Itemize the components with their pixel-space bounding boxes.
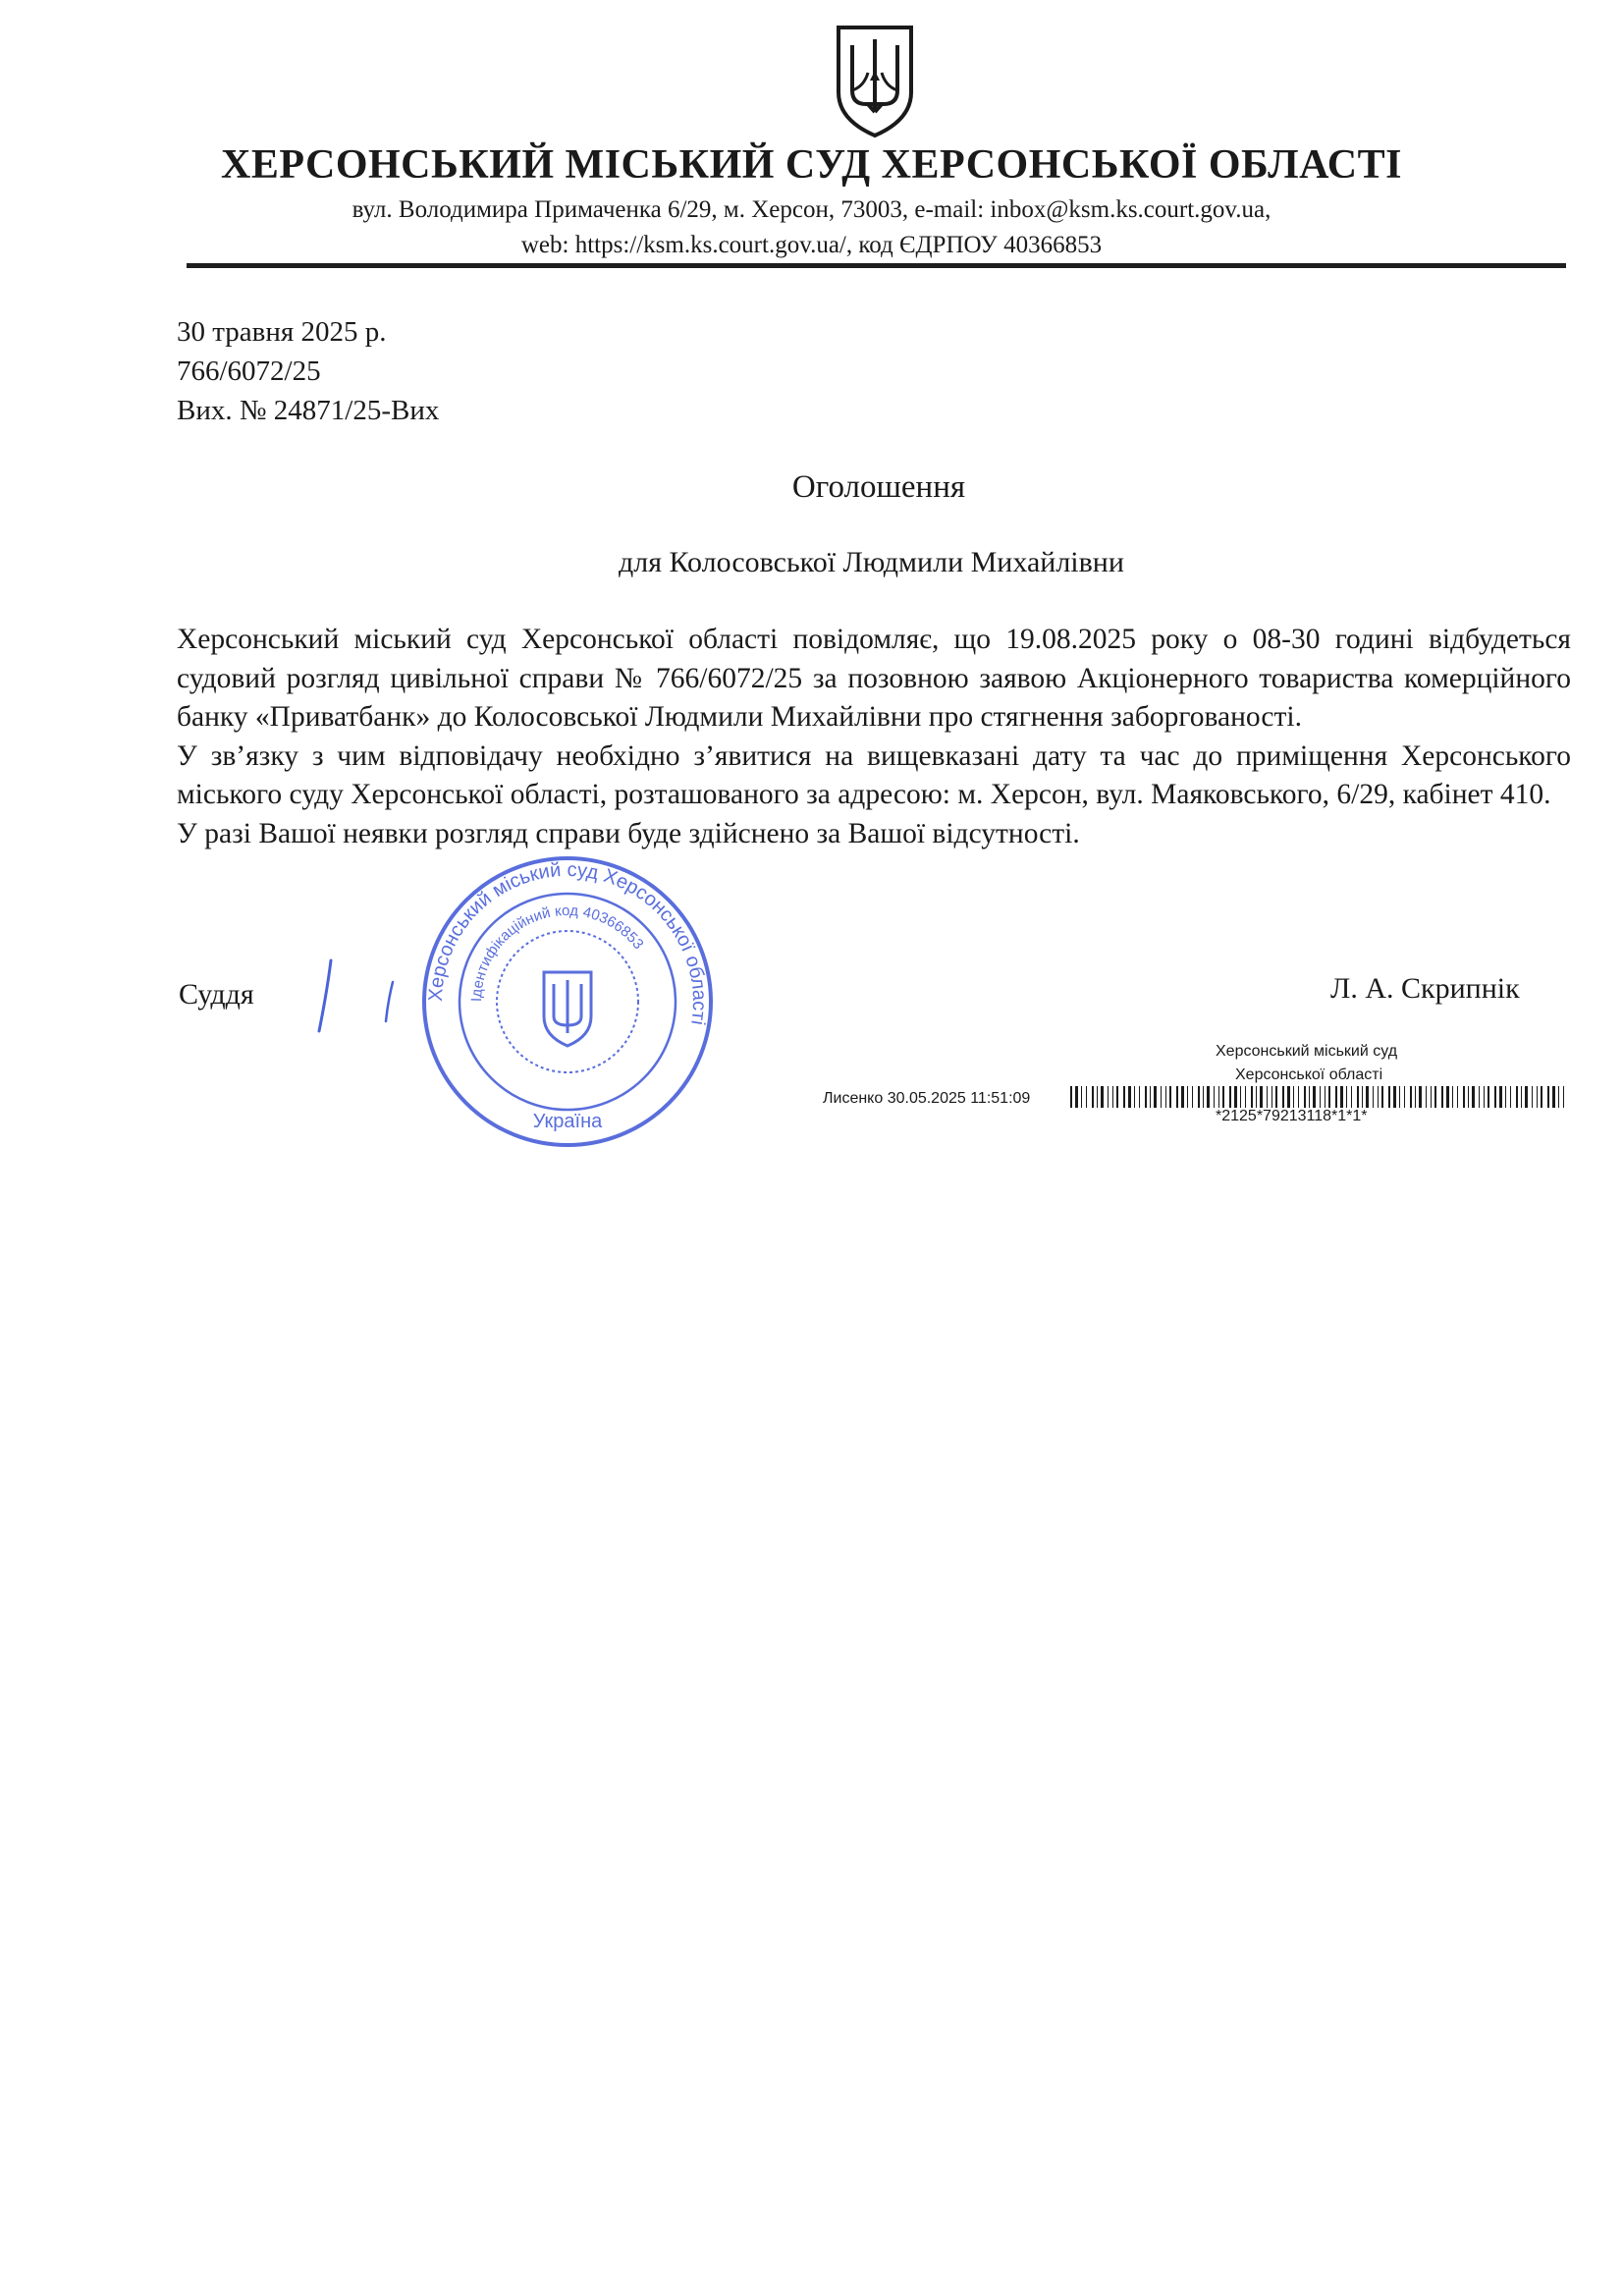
- barcode-bar: [1240, 1086, 1241, 1108]
- barcode-bar: [1525, 1086, 1528, 1108]
- barcode-bar: [1552, 1086, 1555, 1108]
- barcode-bar: [1267, 1086, 1268, 1108]
- barcode-bar: [1214, 1086, 1215, 1108]
- barcode-bar: [1488, 1086, 1489, 1108]
- barcode-bar: [1499, 1086, 1502, 1108]
- barcode-bar: [1381, 1086, 1383, 1108]
- barcode-bar: [1452, 1086, 1453, 1108]
- notice-body: [177, 621, 1571, 853]
- barcode-bar: [1426, 1086, 1427, 1108]
- barcode-bar: [1222, 1086, 1224, 1108]
- barcode-bar: [1139, 1086, 1140, 1108]
- barcode-bar: [1234, 1086, 1237, 1108]
- barcode-bar: [1161, 1086, 1162, 1108]
- barcode-bar: [1145, 1086, 1147, 1108]
- barcode-bar: [1419, 1086, 1422, 1108]
- barcode-bar: [1128, 1086, 1131, 1108]
- barcode-bar: [1505, 1086, 1506, 1108]
- barcode-bar: [1271, 1086, 1272, 1108]
- barcode-bar: [1176, 1086, 1178, 1108]
- document-date: 30 травня 2025 р.: [177, 316, 387, 348]
- seal-inner-text: Ідентифікаційний код 40366853: [467, 902, 647, 1003]
- case-number: 766/6072/25: [177, 355, 321, 387]
- barcode-bar: [1558, 1086, 1559, 1108]
- barcode-bar: [1260, 1086, 1263, 1108]
- barcode-bar: [1410, 1086, 1412, 1108]
- registry-barcode: [1070, 1086, 1571, 1108]
- barcode-bar: [1441, 1086, 1443, 1108]
- barcode-bar: [1484, 1086, 1485, 1108]
- barcode-bar: [1399, 1086, 1400, 1108]
- barcode-bar: [1097, 1086, 1098, 1108]
- barcode-bar: [1198, 1086, 1200, 1108]
- barcode-bar: [1547, 1086, 1549, 1108]
- barcode-bar: [1081, 1086, 1082, 1108]
- barcode-number: *2125*79213118*1*1*: [1216, 1108, 1368, 1124]
- barcode-bar: [1521, 1086, 1522, 1108]
- barcode-bar: [1328, 1086, 1330, 1108]
- barcode-bar: [1150, 1086, 1151, 1108]
- barcode-bar: [1256, 1086, 1257, 1108]
- barcode-bar: [1393, 1086, 1396, 1108]
- barcode-bar: [1207, 1086, 1210, 1108]
- coat-of-arms-icon: [831, 22, 919, 139]
- barcode-bar: [1181, 1086, 1184, 1108]
- court-web-line: web: https://ksm.ks.court.gov.ua/, код ЄДРПОУ 40366853: [520, 232, 1103, 258]
- barcode-bar: [1346, 1086, 1347, 1108]
- barcode-bar: [1388, 1086, 1390, 1108]
- notice-paragraph: Херсонський міський суд Херсонської області повідомляє, що 19.08.2025 року о 08-30 годині відбудеться судовий розгляд цивільної справи № 766/6072/25 за позовною заявою Акціонерного товариства комерційного банку «Приватбанк» до Колосовської Людмили Михайлівни про стягнення заборгованості.: [177, 624, 1571, 733]
- barcode-bar: [1282, 1086, 1284, 1108]
- barcode-bar: [1275, 1086, 1277, 1108]
- barcode-bar: [1516, 1086, 1518, 1108]
- barcode-bar: [1378, 1086, 1379, 1108]
- barcode-bar: [1457, 1086, 1458, 1108]
- court-seal: [410, 854, 725, 1149]
- svg-text:Ідентифікаційний код 40366853: [468, 902, 647, 1002]
- barcode-bar: [1431, 1086, 1432, 1108]
- judge-name: Л. А. Скрипнік: [1330, 972, 1520, 1005]
- barcode-bar: [1070, 1086, 1072, 1108]
- barcode-bar: [1468, 1086, 1469, 1108]
- barcode-bar: [1434, 1086, 1436, 1108]
- barcode-bar: [1218, 1086, 1219, 1108]
- barcode-bar: [1313, 1086, 1316, 1108]
- barcode-bar: [1112, 1086, 1113, 1108]
- outgoing-number: Вих. № 24871/25-Вих: [177, 395, 440, 426]
- barcode-bar: [1510, 1086, 1511, 1108]
- barcode-bar: [1340, 1086, 1343, 1108]
- seal-country-text: Україна: [532, 1111, 603, 1132]
- barcode-bar: [1203, 1086, 1204, 1108]
- barcode-bar: [1251, 1086, 1253, 1108]
- addressee-line: для Колосовської Людмили Михайлівни: [619, 546, 1124, 578]
- barcode-bar: [1366, 1086, 1369, 1108]
- seal-trident-icon: [544, 972, 591, 1046]
- registry-clerk-timestamp: Лисенко 30.05.2025 11:51:09: [823, 1090, 1031, 1107]
- barcode-bar: [1357, 1086, 1359, 1108]
- barcode-bar: [1187, 1086, 1188, 1108]
- barcode-bar: [1532, 1086, 1533, 1108]
- seal-outer-text: Херсонський міський суд Херсонської області: [424, 858, 711, 1027]
- court-address-line: вул. Володимира Примаченка 6/29, м. Херсон, 73003, e-mail: inbox@ksm.ks.court.gov.ua,: [352, 196, 1271, 223]
- barcode-bar: [1134, 1086, 1135, 1108]
- barcode-bar: [1075, 1086, 1078, 1108]
- barcode-bar: [1245, 1086, 1246, 1108]
- barcode-bar: [1229, 1086, 1231, 1108]
- registry-court-name: Херсонський міський суд: [1216, 1043, 1398, 1060]
- barcode-bar: [1479, 1086, 1480, 1108]
- barcode-bar: [1287, 1086, 1290, 1108]
- barcode-bar: [1101, 1086, 1104, 1108]
- barcode-bar: [1165, 1086, 1166, 1108]
- document-title: Оголошення: [791, 469, 966, 505]
- barcode-bar: [1541, 1086, 1542, 1108]
- barcode-bar: [1494, 1086, 1496, 1108]
- barcode-bar: [1192, 1086, 1193, 1108]
- barcode-bar: [1335, 1086, 1337, 1108]
- signer-role: Суддя: [179, 978, 254, 1011]
- barcode-bar: [1373, 1086, 1374, 1108]
- barcode-bar: [1351, 1086, 1352, 1108]
- barcode-bar: [1320, 1086, 1321, 1108]
- barcode-bar: [1154, 1086, 1157, 1108]
- barcode-bar: [1537, 1086, 1538, 1108]
- barcode-bar: [1404, 1086, 1405, 1108]
- barcode-bar: [1446, 1086, 1449, 1108]
- barcode-bar: [1169, 1086, 1171, 1108]
- barcode-bar: [1472, 1086, 1475, 1108]
- barcode-bar: [1362, 1086, 1363, 1108]
- barcode-bar: [1092, 1086, 1094, 1108]
- barcode-bar: [1309, 1086, 1310, 1108]
- barcode-bar: [1304, 1086, 1306, 1108]
- barcode-bar: [1563, 1086, 1564, 1108]
- court-name-heading: ХЕРСОНСЬКИЙ МІСЬКИЙ СУД ХЕРСОНСЬКОЇ ОБЛАСТІ: [220, 142, 1403, 188]
- header-divider: [187, 263, 1566, 268]
- barcode-bar: [1123, 1086, 1125, 1108]
- barcode-bar: [1086, 1086, 1087, 1108]
- barcode-bar: [1108, 1086, 1109, 1108]
- notice-paragraph: У зв’язку з чим відповідачу необхідно з’явитися на вищевказані дату та час до приміщення Херсонського міського суду Херсонської області, розташованого за адресою: м. Херсон, вул. Маяковського, 6/29, кабінет 410.: [177, 739, 1571, 810]
- barcode-bar: [1116, 1086, 1118, 1108]
- barcode-bar: [1415, 1086, 1416, 1108]
- barcode-bar: [1463, 1086, 1465, 1108]
- barcode-bar: [1298, 1086, 1299, 1108]
- barcode-bar: [1293, 1086, 1294, 1108]
- registry-court-region: Херсонської області: [1235, 1066, 1383, 1083]
- notice-paragraph: У разі Вашої неявки розгляд справи буде здійснено за Вашої відсутності.: [177, 817, 1080, 849]
